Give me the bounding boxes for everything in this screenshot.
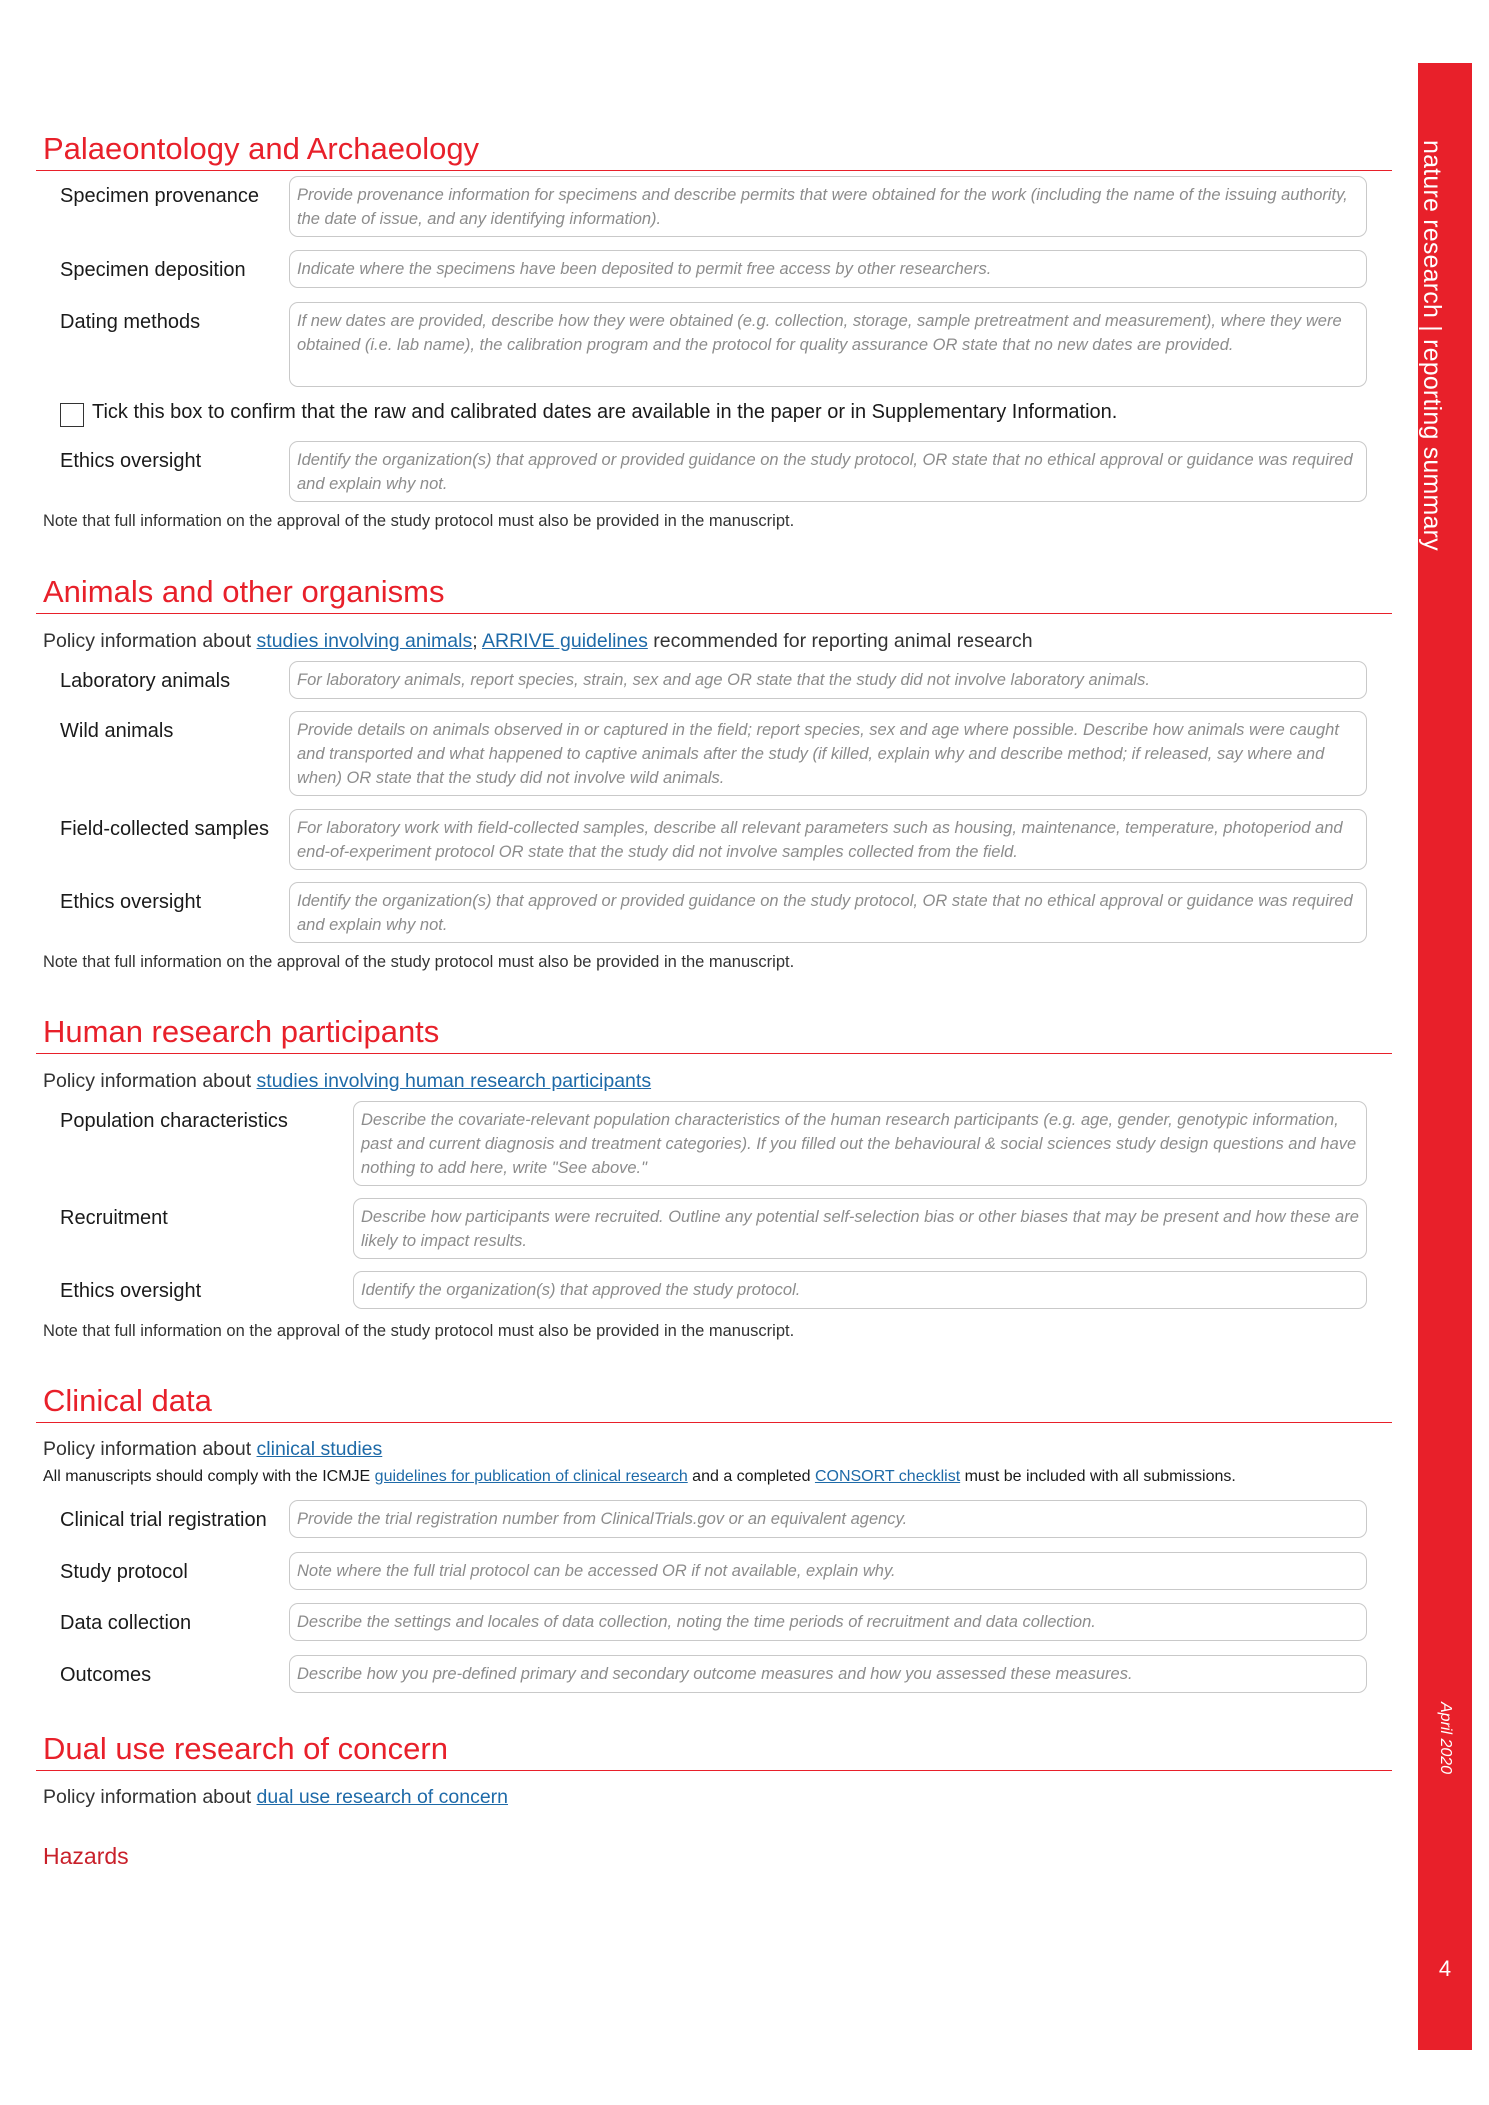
dates-available-checkbox[interactable] — [60, 403, 84, 427]
ethics-oversight-label: Ethics oversight — [60, 450, 202, 472]
dual-use-research-link[interactable]: dual use research of concern — [256, 1786, 509, 1808]
icmje-compliance-text — [43, 1468, 1236, 1486]
specimen-provenance-label: Specimen provenance — [60, 185, 260, 207]
specimen-deposition-label: Specimen deposition — [60, 259, 246, 281]
version-date: April 2020 — [1437, 1702, 1454, 1775]
policy-suffix: recommended for reporting animal research — [647, 630, 1033, 652]
section-divider — [36, 1422, 1392, 1423]
arrive-guidelines-link[interactable]: ARRIVE guidelines — [482, 630, 648, 652]
dual-use-policy-text — [43, 1786, 508, 1809]
brand-label: nature research | reporting summary — [1418, 140, 1446, 551]
section-divider — [36, 1053, 1392, 1054]
ethics-oversight-field[interactable]: Identify the organization(s) that approved the study protocol. — [353, 1271, 1367, 1309]
animals-policy-text — [43, 630, 1033, 653]
specimen-provenance-field[interactable]: Provide provenance information for specimens and describe permits that were obtained for the work (including the name of the issuing authority, the date of issue, and any identifying information). — [289, 176, 1367, 237]
population-characteristics-label: Population characteristics — [60, 1110, 288, 1132]
section-title-dual-use: Dual use research of concern — [43, 1731, 448, 1766]
compliance-suffix: must be included with all submissions. — [960, 1468, 1236, 1485]
ethics-oversight-label: Ethics oversight — [60, 1280, 202, 1302]
population-characteristics-field[interactable]: Describe the covariate-relevant population characteristics of the human research participants (e.g. age, gender, genotypic information, past and current diagnosis and treatment categories). If you filled out the behavioural & social sciences study design questions and have nothing to add here, write "See above." — [353, 1101, 1367, 1186]
clinical-trial-registration-field[interactable]: Provide the trial registration number from ClinicalTrials.gov or an equivalent agency. — [289, 1500, 1367, 1538]
protocol-note: Note that full information on the approval of the study protocol must also be provided in the manuscript. — [43, 512, 795, 530]
data-collection-field[interactable]: Describe the settings and locales of data collection, noting the time periods of recruitment and data collection. — [289, 1603, 1367, 1641]
data-collection-label: Data collection — [60, 1612, 192, 1634]
outcomes-label: Outcomes — [60, 1664, 152, 1686]
policy-prefix: Policy information about — [43, 630, 257, 652]
clinical-studies-link[interactable]: clinical studies — [256, 1438, 383, 1460]
ethics-oversight-label: Ethics oversight — [60, 891, 202, 913]
laboratory-animals-label: Laboratory animals — [60, 670, 231, 692]
protocol-note: Note that full information on the approval of the study protocol must also be provided in the manuscript. — [43, 953, 795, 971]
hazards-heading: Hazards — [43, 1843, 129, 1869]
compliance-middle: and a completed — [687, 1468, 815, 1485]
studies-involving-animals-link[interactable]: studies involving animals — [256, 630, 473, 652]
recruitment-field[interactable]: Describe how participants were recruited. Outline any potential self-selection bias or other biases that may be present and how these are likely to impact results. — [353, 1198, 1367, 1259]
human-policy-text — [43, 1070, 651, 1093]
compliance-prefix: All manuscripts should comply with the ICMJE — [43, 1468, 375, 1485]
policy-separator: ; — [472, 630, 482, 652]
policy-prefix: Policy information about — [43, 1786, 257, 1808]
human-research-participants-link[interactable]: studies involving human research participants — [256, 1070, 652, 1092]
wild-animals-field[interactable]: Provide details on animals observed in or captured in the field; report species, sex and age where possible. Describe how animals were caught and transported and what happened to captive animals after the study (if killed, explain why and describe method; if released, say where and when) OR state that the study did not involve wild animals. — [289, 711, 1367, 796]
dating-methods-field[interactable]: If new dates are provided, describe how they were obtained (e.g. collection, storage, sample pretreatment and measurement), where they were obtained (i.e. lab name), the calibration program and the protocol for quality assurance OR state that no new dates are provided. — [289, 302, 1367, 387]
field-collected-samples-label: Field-collected samples — [60, 818, 269, 840]
study-protocol-label: Study protocol — [60, 1561, 188, 1583]
policy-prefix: Policy information about — [43, 1070, 257, 1092]
clinical-trial-registration-label: Clinical trial registration — [60, 1509, 267, 1531]
field-collected-samples-field[interactable]: For laboratory work with field-collected samples, describe all relevant parameters such as housing, maintenance, temperature, photoperiod and end-of-experiment protocol OR state that the study did not involve samples collected from the field. — [289, 809, 1367, 870]
section-divider — [36, 1770, 1392, 1771]
section-title-human: Human research participants — [43, 1014, 440, 1049]
section-title-clinical: Clinical data — [43, 1383, 212, 1418]
specimen-deposition-field[interactable]: Indicate where the specimens have been deposited to permit free access by other researchers. — [289, 250, 1367, 288]
section-title-palaeontology: Palaeontology and Archaeology — [43, 131, 480, 166]
dating-methods-label: Dating methods — [60, 311, 201, 333]
wild-animals-label: Wild animals — [60, 720, 174, 742]
section-divider — [36, 170, 1392, 171]
section-title-animals: Animals and other organisms — [43, 574, 445, 609]
ethics-oversight-field[interactable]: Identify the organization(s) that approved or provided guidance on the study protocol, OR state that no ethical approval or guidance was required and explain why not. — [289, 882, 1367, 943]
ethics-oversight-field[interactable]: Identify the organization(s) that approved or provided guidance on the study protocol, OR state that no ethical approval or guidance was required and explain why not. — [289, 441, 1367, 502]
policy-prefix: Policy information about — [43, 1438, 257, 1460]
laboratory-animals-field[interactable]: For laboratory animals, report species, strain, sex and age OR state that the study did not involve laboratory animals. — [289, 661, 1367, 699]
outcomes-field[interactable]: Describe how you pre-defined primary and secondary outcome measures and how you assessed these measures. — [289, 1655, 1367, 1693]
section-divider — [36, 613, 1392, 614]
page-number: 4 — [1438, 1956, 1452, 1981]
study-protocol-field[interactable]: Note where the full trial protocol can be accessed OR if not available, explain why. — [289, 1552, 1367, 1590]
consort-checklist-link[interactable]: CONSORT checklist — [814, 1468, 961, 1485]
recruitment-label: Recruitment — [60, 1207, 168, 1229]
clinical-policy-text — [43, 1438, 382, 1461]
protocol-note: Note that full information on the approval of the study protocol must also be provided in the manuscript. — [43, 1322, 795, 1340]
icmje-guidelines-link[interactable]: guidelines for publication of clinical research — [374, 1468, 688, 1485]
dates-available-checkbox-label: Tick this box to confirm that the raw and calibrated dates are available in the paper or in Supplementary Information. — [92, 401, 1118, 423]
